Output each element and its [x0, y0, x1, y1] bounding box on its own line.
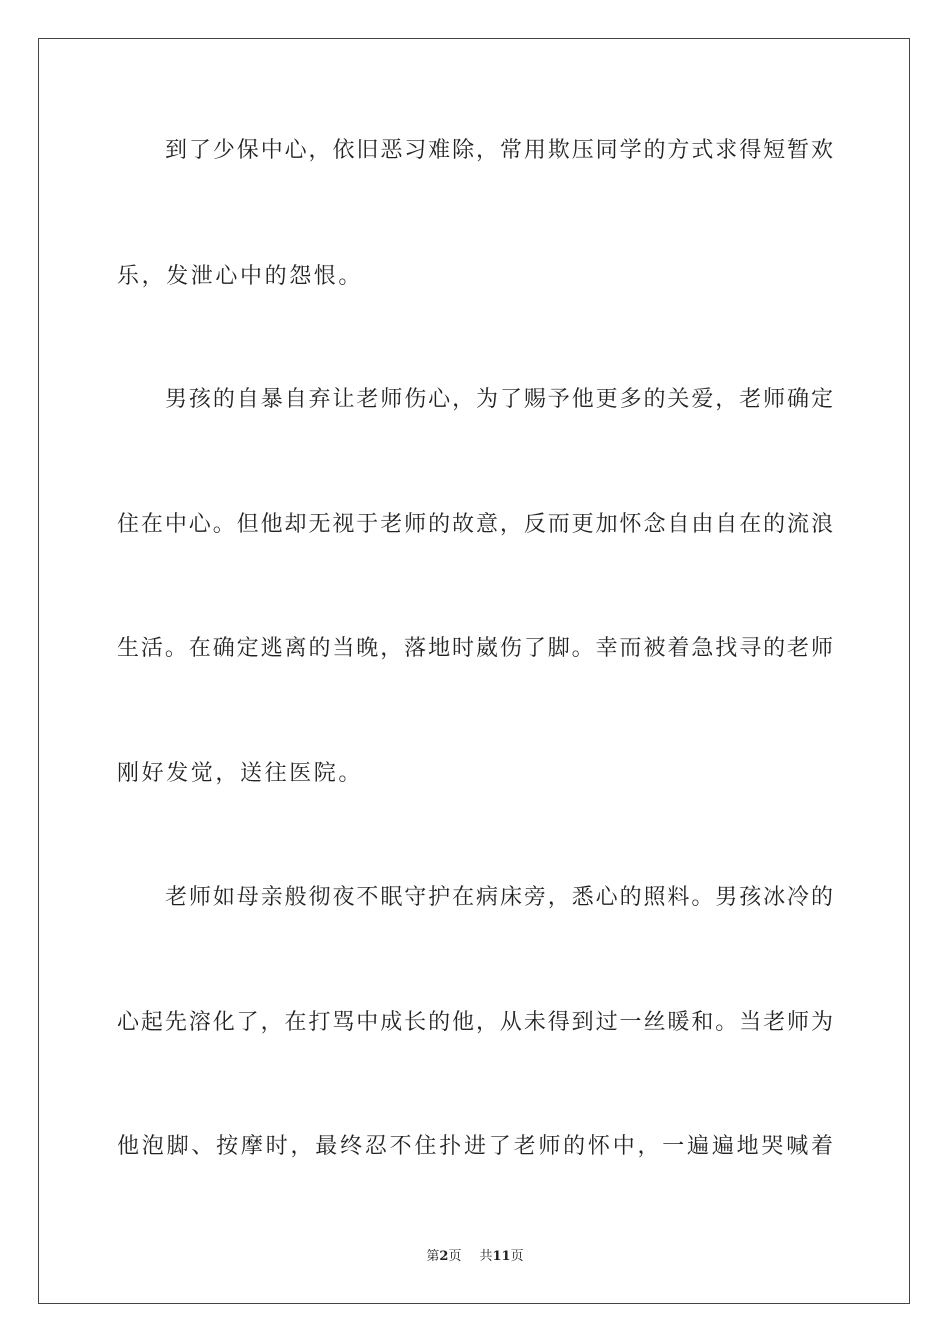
footer-page-prefix: 第: [426, 1249, 440, 1264]
footer-page-suffix: 页: [448, 1249, 462, 1264]
paragraph-3-line-3: 他泡脚、按摩时，最终忍不住扑进了老师的怀中，一遍遍地哭喊着: [117, 1134, 833, 1159]
paragraph-3-line-2: 心起先溶化了，在打骂中成长的他，从未得到过一丝暖和。当老师为: [117, 1010, 833, 1035]
paragraph-2-line-2: 住在中心。但他却无视于老师的故意，反而更加怀念自由自在的流浪: [117, 512, 833, 537]
footer-total-prefix: 共: [479, 1249, 493, 1264]
paragraph-2-line-1: 男孩的自暴自弃让老师伤心，为了赐予他更多的关爱，老师确定: [165, 387, 833, 412]
paragraph-2-line-4: 刚好发觉，送往医院。: [117, 761, 364, 786]
paragraph-2-line-3: 生活。在确定逃离的当晚，落地时崴伤了脚。幸而被着急找寻的老师: [117, 636, 833, 661]
paragraph-1-line-2: 乐，发泄心中的怨恨。: [117, 264, 364, 289]
paragraph-1-line-1: 到了少保中心，依旧恶习难除，常用欺压同学的方式求得短暂欢: [165, 138, 833, 163]
page-footer: [0, 1248, 950, 1266]
page-border: [38, 38, 910, 1304]
footer-total-number: 11: [492, 1249, 511, 1264]
paragraph-3-line-1: 老师如母亲般彻夜不眠守护在病床旁，悉心的照料。男孩冰冷的: [165, 885, 833, 910]
footer-total-suffix: 页: [510, 1249, 524, 1264]
footer-page-number: 2: [439, 1249, 449, 1264]
